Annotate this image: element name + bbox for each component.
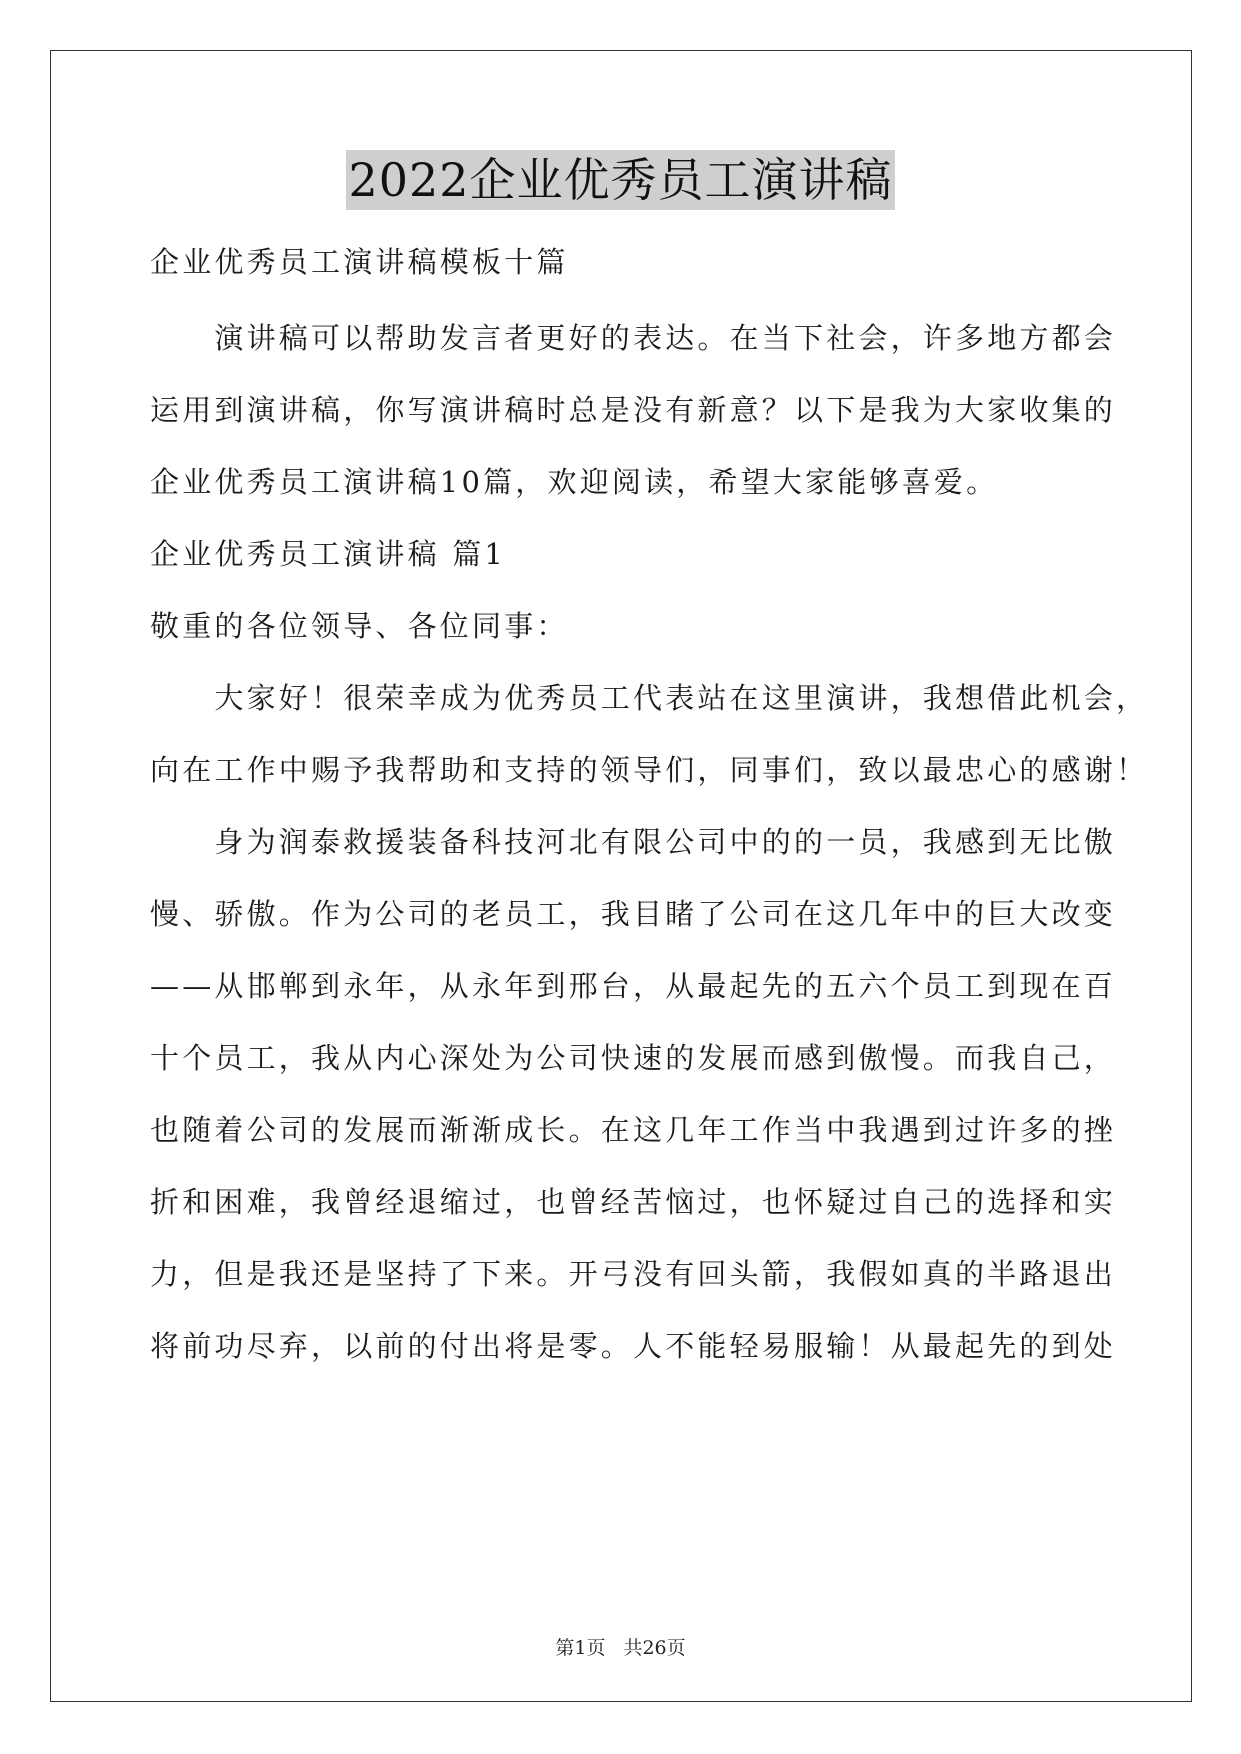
paragraph-line: 向在工作中赐予我帮助和支持的领导们，同事们，致以最忠心的感谢！ <box>150 753 1149 787</box>
paragraph-line: 大家好！很荣幸成为优秀员工代表站在这里演讲，我想借此机会， <box>150 681 1149 715</box>
paragraph-line: 运用到演讲稿，你写演讲稿时总是没有新意？以下是我为大家收集的 <box>150 393 1117 427</box>
paragraph-line: 将前功尽弃，以前的付出将是零。人不能轻易服输！从最起先的到处 <box>150 1329 1117 1363</box>
paragraph-line: 身为润泰救援装备科技河北有限公司中的的一员，我感到无比傲 <box>150 825 1117 859</box>
salutation-line: 敬重的各位领导、各位同事： <box>150 609 569 643</box>
title-container <box>0 150 1241 210</box>
paragraph-line: 演讲稿可以帮助发言者更好的表达。在当下社会，许多地方都会 <box>150 321 1117 355</box>
page-total: 共26页 <box>623 1637 686 1659</box>
paragraph-line: 力，但是我还是坚持了下来。开弓没有回头箭，我假如真的半路退出 <box>150 1257 1117 1291</box>
page-number: 第1页 <box>555 1637 606 1659</box>
page-border <box>50 50 1192 1702</box>
subtitle-line: 企业优秀员工演讲稿模板十篇 <box>150 245 569 279</box>
document-title: 2022企业优秀员工演讲稿 <box>346 150 894 210</box>
paragraph-line: 也随着公司的发展而渐渐成长。在这几年工作当中我遇到过许多的挫 <box>150 1113 1117 1147</box>
section-heading: 企业优秀员工演讲稿 篇1 <box>150 537 507 571</box>
paragraph-line: 企业优秀员工演讲稿10篇，欢迎阅读，希望大家能够喜爱。 <box>150 465 999 499</box>
page-footer <box>0 1636 1241 1660</box>
paragraph-line: 折和困难，我曾经退缩过，也曾经苦恼过，也怀疑过自己的选择和实 <box>150 1185 1117 1219</box>
paragraph-line: ——从邯郸到永年，从永年到邢台，从最起先的五六个员工到现在百 <box>150 969 1117 1003</box>
paragraph-line: 慢、骄傲。作为公司的老员工，我目睹了公司在这几年中的巨大改变 <box>150 897 1117 931</box>
paragraph-line: 十个员工，我从内心深处为公司快速的发展而感到傲慢。而我自己， <box>150 1041 1117 1075</box>
